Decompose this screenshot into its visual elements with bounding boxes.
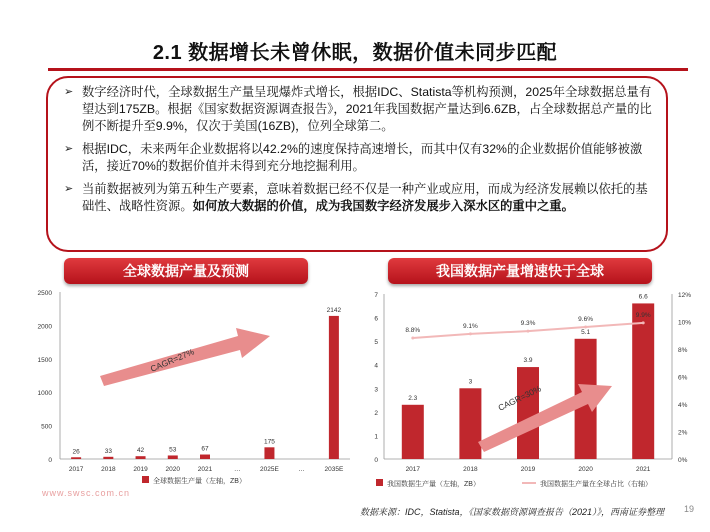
bar-value-label: 2.3: [408, 394, 418, 402]
source-note: 数据来源：IDC，Statista，《国家数据资源调查报告（2021）》，西南证券整理: [360, 507, 665, 517]
x-tick-label: …: [298, 466, 305, 473]
x-tick-label: 2020: [578, 466, 593, 473]
bar-value-label: 53: [169, 446, 177, 454]
legend-label: 全球数据生产量（左轴，ZB）: [153, 478, 246, 485]
cagr-annotation: CAGR=27%: [148, 346, 196, 374]
left-tick-label: 0: [374, 457, 378, 464]
legend-swatch: [376, 479, 383, 486]
y-tick-label: 2000: [37, 323, 52, 331]
bullet-item: [62, 84, 652, 135]
bar-value-label: 5.1: [581, 328, 591, 336]
y-tick-label: 500: [41, 423, 52, 431]
legend-label: 我国数据生产量（左轴，ZB）: [387, 481, 480, 488]
share-value-label: 9.6%: [578, 316, 594, 323]
bar-value-label: 175: [264, 438, 275, 446]
left-tick-label: 7: [374, 292, 378, 299]
title-divider: [48, 68, 688, 71]
x-tick-label: 2017: [68, 466, 84, 473]
right-tick-label: 2%: [678, 429, 688, 437]
share-point: [527, 330, 530, 333]
right-tick-label: 0%: [678, 457, 688, 464]
share-point: [642, 321, 645, 324]
bar-value-label: 33: [104, 447, 112, 455]
right-tick-label: 4%: [678, 402, 688, 409]
bullet-arrow-icon: ➢: [64, 183, 74, 195]
y-tick-label: 1000: [37, 390, 52, 398]
bar: [402, 405, 424, 459]
bar: [200, 455, 210, 459]
left-tick-label: 1: [374, 433, 378, 441]
right-tick-label: 6%: [678, 374, 688, 382]
x-tick-label: 2018: [101, 466, 116, 473]
left-tick-label: 4: [374, 362, 378, 370]
legend-label: 我国数据生产量在全球占比（右轴）: [540, 481, 652, 488]
cagr-annotation: CAGR=30%: [496, 383, 543, 413]
right-tick-label: 12%: [678, 292, 692, 299]
bar: [517, 367, 539, 459]
global-data-chart: [0, 284, 360, 499]
bar-value-label: 26: [72, 448, 80, 456]
left-tick-label: 3: [374, 386, 378, 394]
right-tick-label: 8%: [678, 347, 688, 354]
x-tick-label: 2021: [635, 466, 651, 473]
bullet-arrow-icon: ➢: [64, 143, 74, 155]
bullet-text: 数字经济时代，全球数据生产量呈现爆炸式增长，根据IDC、Statista等机构预测，2025年全球数据总量有望达到175ZB。根据《国家数据资源调查报告》，2021年我国数据产量达到6.6ZB，占全球数据总产量的比例不断提升至9.9%，仅次于美国(16ZB)，位列全球第二。: [82, 85, 652, 133]
bullet-text: 当前数据被列为第五种生产要素，意味着数据已经不仅是一种产业或应用，而成为经济发展赖以依托的基础性、战略性资源。: [82, 182, 648, 213]
share-value-label: 9.1%: [462, 322, 478, 330]
y-tick-label: 1500: [37, 356, 52, 364]
bar: [136, 456, 146, 459]
watermark: www.swsc.com.cn: [42, 488, 131, 498]
share-value-label: 9.3%: [520, 320, 536, 328]
share-point: [469, 332, 472, 335]
bar: [632, 303, 654, 459]
x-tick-label: 2035E: [324, 466, 344, 473]
bar: [103, 457, 113, 459]
bullet-text: 根据IDC，未来两年企业数据将以42.2%的速度保持高速增长，而其中仅有32%的企业数据价值能够被激活，接近70%的数据价值并未得到充分地挖掘利用。: [82, 142, 643, 173]
bar-value-label: 3.9: [523, 357, 533, 365]
left-tick-label: 5: [374, 339, 378, 347]
x-tick-label: 2019: [520, 466, 536, 473]
x-tick-label: 2017: [405, 466, 421, 473]
page-number: 19: [684, 504, 695, 514]
right-tick-label: 10%: [678, 319, 692, 327]
x-tick-label: 2025E: [260, 466, 279, 473]
bar-value-label: 67: [201, 445, 209, 453]
bullet-highlight: 如何放大数据的价值，成为我国数字经济发展步入深水区的重中之重。: [192, 199, 574, 213]
summary-box: [46, 76, 668, 252]
bullet-item: [62, 141, 652, 175]
share-point: [584, 326, 587, 329]
share-point: [411, 337, 414, 340]
bar: [264, 447, 274, 459]
bar-value-label: 42: [136, 447, 145, 455]
y-tick-label: 2500: [37, 290, 52, 297]
legend-swatch: [142, 476, 149, 483]
x-tick-label: 2020: [165, 466, 181, 473]
x-tick-label: 2021: [197, 466, 213, 473]
bar: [329, 316, 339, 459]
share-value-label: 9.9%: [635, 311, 651, 319]
share-value-label: 8.8%: [405, 327, 421, 334]
left-tick-label: 2: [374, 409, 378, 417]
global-chart-header: 全球数据产量及预测: [64, 258, 308, 284]
bar-value-label: 6.6: [638, 293, 648, 301]
bar: [459, 388, 481, 459]
bullet-arrow-icon: ➢: [64, 86, 74, 98]
x-tick-label: 2019: [133, 466, 148, 473]
bullet-item: [62, 181, 652, 215]
bar: [168, 455, 178, 459]
china-chart-header: 我国数据产量增速快于全球: [388, 258, 652, 284]
bar-value-label: 2142: [326, 306, 342, 314]
x-tick-label: 2018: [463, 466, 478, 473]
left-tick-label: 6: [374, 315, 378, 323]
x-tick-label: …: [233, 466, 241, 473]
bar-value-label: 3: [468, 378, 473, 386]
y-tick-label: 0: [48, 457, 52, 464]
slide-title: 2.1 数据增长未曾休眠，数据价值未同步匹配: [152, 42, 558, 64]
china-data-chart: [360, 284, 710, 499]
bar: [71, 457, 81, 459]
